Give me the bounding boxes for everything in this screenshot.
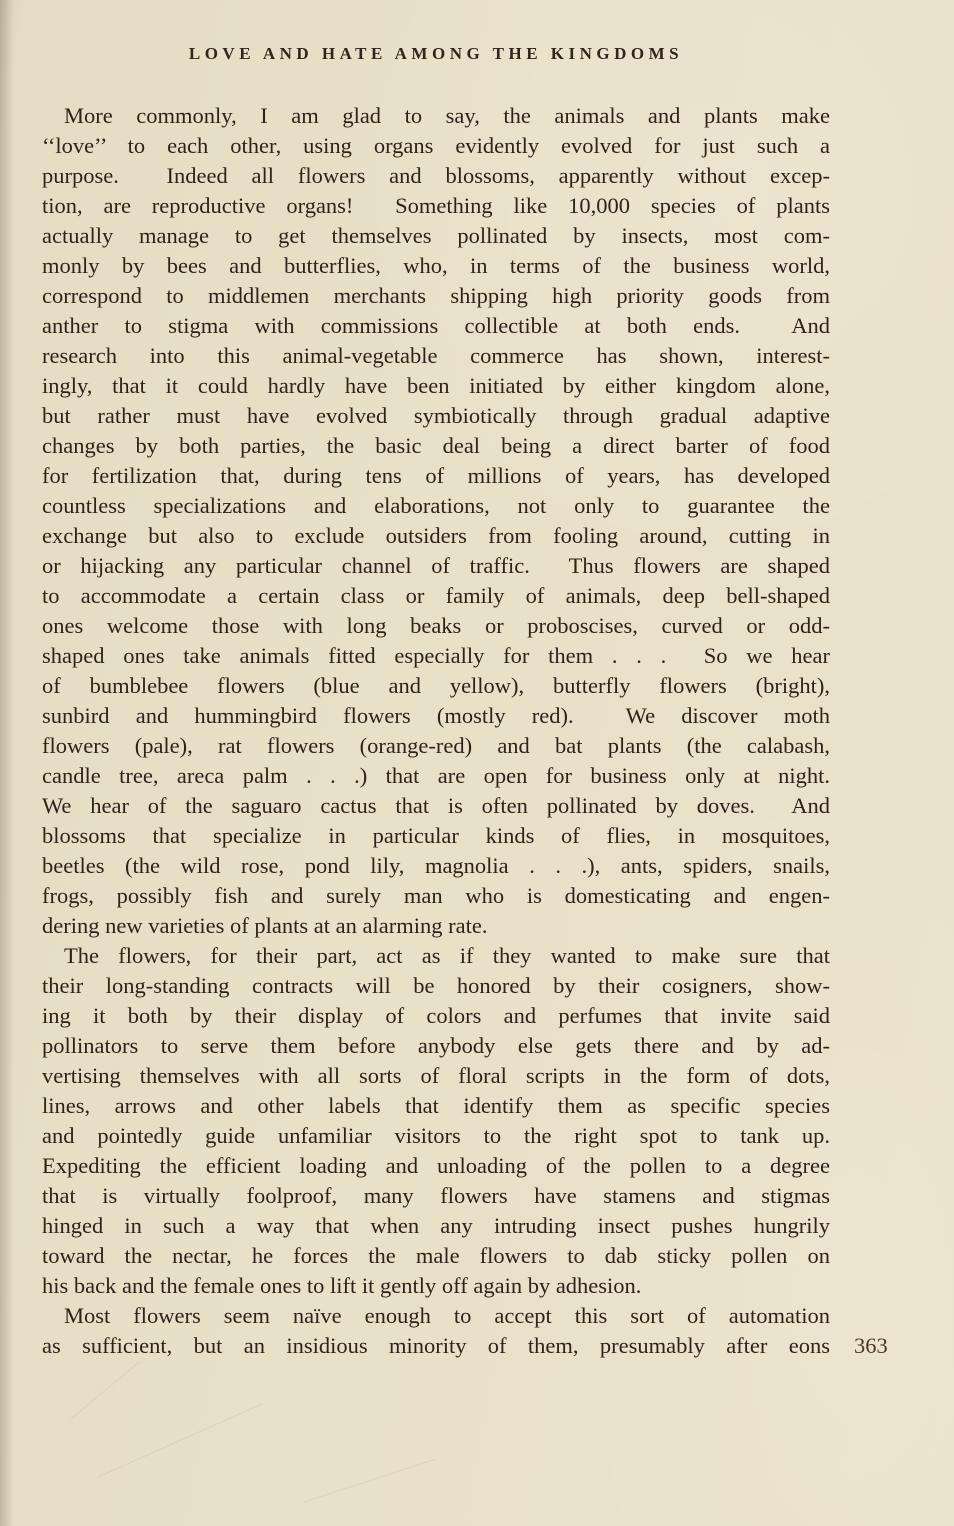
text-line: ones welcome those with long beaks or proboscises, curved or odd-: [42, 613, 830, 638]
text-line: More commonly, I am glad to say, the animals and plants make: [64, 103, 830, 128]
text-line: hinged in such a way that when any intruding insect pushes hungrily: [42, 1213, 830, 1238]
text-line: correspond to middlemen merchants shipping high priority goods from: [42, 283, 830, 308]
text-line: Most flowers seem naïve enough to accept this sort of automation: [64, 1303, 830, 1328]
text-line: or hijacking any particular channel of traffic. Thus flowers are shaped: [42, 553, 830, 578]
page-edge-shadow: [0, 0, 14, 1526]
text-line: candle tree, areca palm . . .) that are open for business only at night.: [42, 763, 830, 788]
text-line: exchange but also to exclude outsiders from fooling around, cutting in: [42, 523, 830, 548]
paper-scuff: [98, 1403, 263, 1477]
text-line: beetles (the wild rose, pond lily, magnolia . . .), ants, spiders, snails,: [42, 853, 830, 878]
text-block: [42, 101, 830, 1361]
text-line: The flowers, for their part, act as if they wanted to make sure that: [64, 943, 830, 968]
text-line: as sufficient, but an insidious minority of them, presumably after eons: [42, 1333, 830, 1358]
paper-scuff: [70, 1361, 140, 1420]
text-line: flowers (pale), rat flowers (orange-red) and bat plants (the calabash,: [42, 733, 830, 758]
text-line: to accommodate a certain class or family of animals, deep bell-shaped: [42, 583, 830, 608]
text-line: anther to stigma with commissions collectible at both ends. And: [42, 313, 830, 338]
text-line: that is virtually foolproof, many flowers have stamens and stigmas: [42, 1183, 830, 1208]
text-line: frogs, possibly fish and surely man who is domesticating and engen-: [42, 883, 830, 908]
text-line: pollinators to serve them before anybody else gets there and by ad-: [42, 1033, 830, 1058]
text-line: ‘‘love’’ to each other, using organs evidently evolved for just such a: [42, 133, 830, 158]
text-line: changes by both parties, the basic deal being a direct barter of food: [42, 433, 830, 458]
text-line: for fertilization that, during tens of millions of years, has developed: [42, 463, 830, 488]
text-line: dering new varieties of plants at an alarming rate.: [42, 913, 488, 938]
running-head: LOVE AND HATE AMONG THE KINGDOMS: [188, 44, 684, 63]
text-line: vertising themselves with all sorts of floral scripts in the form of dots,: [42, 1063, 830, 1088]
text-line: lines, arrows and other labels that identify them as specific species: [42, 1093, 830, 1118]
paper-scuff: [303, 1458, 436, 1502]
text-line: of bumblebee flowers (blue and yellow), butterfly flowers (bright),: [42, 673, 830, 698]
text-line: purpose. Indeed all flowers and blossoms, apparently without excep-: [42, 163, 830, 188]
text-line: ing it both by their display of colors and perfumes that invite said: [42, 1003, 830, 1028]
text-line: countless specializations and elaborations, not only to guarantee the: [42, 493, 830, 518]
text-line: ingly, that it could hardly have been initiated by either kingdom alone,: [42, 373, 830, 398]
text-line: We hear of the saguaro cactus that is often pollinated by doves. And: [42, 793, 830, 818]
text-line: monly by bees and butterflies, who, in terms of the business world,: [42, 253, 830, 278]
text-line: blossoms that specialize in particular kinds of flies, in mosquitoes,: [42, 823, 830, 848]
text-line: his back and the female ones to lift it gently off again by adhesion.: [42, 1273, 642, 1298]
text-line: research into this animal-vegetable commerce has shown, interest-: [42, 343, 830, 368]
text-line: tion, are reproductive organs! Something like 10,000 species of plants: [42, 193, 830, 218]
page-number: 363: [854, 1333, 888, 1358]
text-line: and pointedly guide unfamiliar visitors to the right spot to tank up.: [42, 1123, 830, 1148]
text-line: sunbird and hummingbird flowers (mostly red). We discover moth: [42, 703, 830, 728]
text-line: toward the nectar, he forces the male flowers to dab sticky pollen on: [42, 1243, 830, 1268]
text-line: Expediting the efficient loading and unloading of the pollen to a degree: [42, 1153, 830, 1178]
text-line: shaped ones take animals fitted especially for them . . . So we hear: [42, 643, 830, 668]
text-line: their long-standing contracts will be honored by their cosigners, show-: [42, 973, 830, 998]
text-line: but rather must have evolved symbiotically through gradual adaptive: [42, 403, 830, 428]
text-line: actually manage to get themselves pollinated by insects, most com-: [42, 223, 830, 248]
